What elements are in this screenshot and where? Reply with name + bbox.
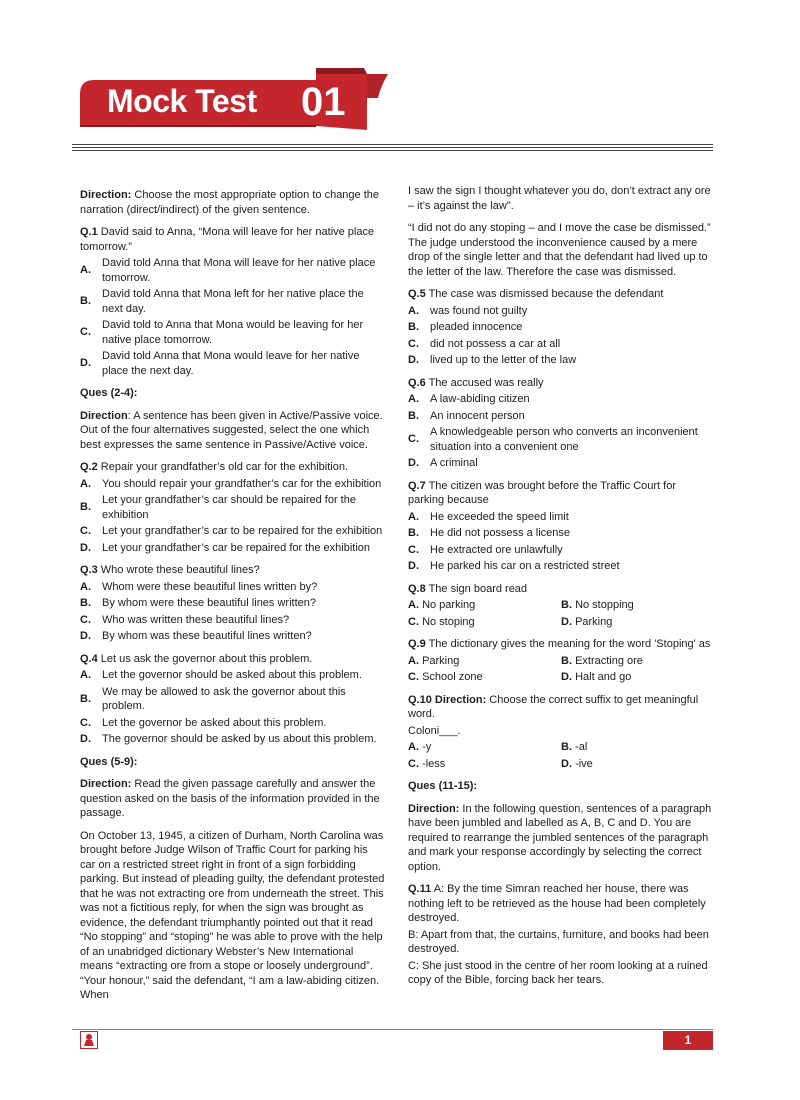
question-11-part-c: C: She just stood in the centre of her room looking at a ruined copy of the Bible, forcing back her tears. bbox=[408, 959, 708, 986]
q1-option-b[interactable]: B. David told Anna that Mona left for her native place the next day. bbox=[80, 288, 364, 315]
q3-option-a[interactable]: A. Whom were these beautiful lines written by? bbox=[80, 580, 318, 593]
q5-option-a[interactable]: A. was found not guilty bbox=[408, 304, 528, 317]
question-11-part-a: Q.11 A: By the time Simran reached her house, there was nothing left to be retrieved as the house had been completely destroyed. bbox=[408, 883, 706, 924]
q5-option-d[interactable]: D. lived up to the letter of the law bbox=[408, 354, 577, 366]
q6-option-d[interactable]: D. A criminal bbox=[408, 457, 478, 469]
q3-option-d[interactable]: D. By whom was these beautiful lines written? bbox=[80, 630, 312, 642]
q10-stem: Coloni___. bbox=[408, 724, 461, 737]
direction-voice: Direction: A sentence has been given in Active/Passive voice. Out of the four alternatives suggested, select the one which best expresses the same sentence in Passive/Active voice. bbox=[80, 409, 383, 451]
q7-option-d[interactable]: D. He parked his car on a restricted street bbox=[408, 560, 620, 572]
q9-option-c[interactable]: C. School zone bbox=[408, 671, 483, 683]
q2-option-b[interactable]: B. Let your grandfather’s car should be repaired for the exhibition bbox=[80, 494, 356, 521]
q1-option-a[interactable]: A. David told Anna that Mona will leave for her native place tomorrow. bbox=[80, 257, 376, 284]
q9-option-b[interactable]: B. Extracting ore bbox=[561, 654, 643, 667]
page-title: Mock Test bbox=[107, 83, 257, 119]
section-label-2-4: Ques (2-4): bbox=[80, 387, 138, 399]
q10-option-b[interactable]: B. -al bbox=[561, 741, 588, 753]
q2-option-a[interactable]: A. You should repair your grandfather’s car for the exhibition bbox=[80, 477, 382, 490]
section-label-5-9: Ques (5-9): bbox=[80, 755, 138, 768]
question-11-part-b: B: Apart from that, the curtains, furniture, and books had been destroyed. bbox=[408, 928, 709, 955]
q6-option-b[interactable]: B. An innocent person bbox=[408, 409, 525, 422]
q4-option-b[interactable]: B. We may be allowed to ask the governor about this problem. bbox=[80, 685, 346, 712]
direction-narration: Direction: Choose the most appropriate option to change the narration (direct/indirect) of the given sentence. bbox=[80, 189, 380, 216]
q4-option-c[interactable]: C. Let the governor be asked about this problem. bbox=[80, 716, 327, 729]
header-rule-3 bbox=[72, 150, 713, 151]
q8-option-b[interactable]: B. No stopping bbox=[561, 599, 634, 611]
q9-option-d[interactable]: D. Halt and go bbox=[561, 671, 632, 683]
q8-option-d[interactable]: D. Parking bbox=[561, 615, 613, 628]
question-7: Q.7 The citizen was brought before the Traffic Court for parking because bbox=[408, 479, 677, 506]
right-column bbox=[408, 184, 714, 996]
q8-option-c[interactable]: C. No stoping bbox=[408, 615, 475, 628]
q2-option-d[interactable]: D. Let your grandfather’s car be repaired for the exhibition bbox=[80, 541, 371, 554]
question-3: Q.3 Who wrote these beautiful lines? bbox=[80, 564, 260, 576]
q3-option-b[interactable]: B. By whom were these beautiful lines written? bbox=[80, 597, 316, 609]
brand-logo-icon bbox=[80, 1031, 98, 1049]
header-rule-2 bbox=[72, 147, 713, 148]
left-column bbox=[80, 188, 386, 1011]
q1-option-c[interactable]: C. David told to Anna that Mona would be leaving for her native place tomorrow. bbox=[80, 319, 364, 346]
passage-paragraph-1: On October 13, 1945, a citizen of Durham, North Carolina was brought before Judge Wilson of Traffic Court for parking his car on a restricted street right in front of a sign forbidding parking. But instead of pleading guilty, the defendant protested that he was not extracting ore from underneath the street. This was not a fictitious reply, for when the sign was brought as evidence, the defendant triumphantly pointed out that it read “No stopping” and “stoping” he was able to prove with the help of an unabridged dictionary Webster’s New International means “extracting ore from a stope or loosely underground”. “Your honour,” said the defendant, “I am a law-abiding citizen. When bbox=[80, 829, 385, 1001]
q7-option-b[interactable]: B. He did not possess a license bbox=[408, 527, 571, 539]
q9-option-a[interactable]: A. Parking bbox=[408, 654, 460, 667]
question-8: Q.8 The sign board read bbox=[408, 582, 528, 595]
section-label-11-15: Ques (11-15): bbox=[408, 780, 478, 792]
q5-option-b[interactable]: B. pleaded innocence bbox=[408, 321, 523, 333]
q4-option-d[interactable]: D. The governor should be asked by us about this problem. bbox=[80, 733, 377, 745]
q5-option-c[interactable]: C. did not possess a car at all bbox=[408, 337, 561, 350]
q8-option-a[interactable]: A. No parking bbox=[408, 599, 476, 611]
question-1: Q.1 David said to Anna, “Mona will leave for her native place tomorrow.” bbox=[80, 226, 375, 253]
page-number: 1 bbox=[663, 1031, 713, 1050]
q1-option-d[interactable]: D. David told Anna that Mona would leave for her native place the next day. bbox=[80, 350, 360, 377]
question-10: Q.10 Direction: Choose the correct suffix to get meaningful word. bbox=[408, 693, 699, 720]
q7-option-c[interactable]: C. He extracted ore unlawfully bbox=[408, 543, 563, 556]
question-4: Q.4 Let us ask the governor about this problem. bbox=[80, 652, 313, 665]
test-number: 01 bbox=[301, 80, 346, 124]
q10-option-d[interactable]: D. -ive bbox=[561, 757, 593, 770]
q10-option-c[interactable]: C. -less bbox=[408, 757, 446, 770]
q6-option-a[interactable]: A. A law-abiding citizen bbox=[408, 393, 530, 405]
q10-option-a[interactable]: A. -y bbox=[408, 741, 432, 753]
passage-paragraph-2: I saw the sign I thought whatever you do, don’t extract any ore – it’s against the law". bbox=[408, 185, 711, 212]
q4-option-a[interactable]: A. Let the governor should be asked about this problem. bbox=[80, 669, 362, 681]
question-5: Q.5 The case was dismissed because the defendant bbox=[408, 288, 664, 300]
passage-paragraph-3: “I did not do any stoping – and I move the case be dismissed.” The judge understood the inconvenience caused by a mere drop of the single letter and that the defendant had lived up to the letter of the law. Therefore the case was dismissed. bbox=[408, 222, 711, 278]
direction-passage: Direction: Read the given passage carefully and answer the question asked on the basis of the information provided in the passage. bbox=[80, 778, 380, 819]
q2-option-c[interactable]: C. Let your grandfather’s car to be repaired for the exhibition bbox=[80, 525, 383, 537]
question-6: Q.6 The accused was really bbox=[408, 376, 544, 389]
q3-option-c[interactable]: C. Who was written these beautiful lines? bbox=[80, 613, 290, 626]
question-2: Q.2 Repair your grandfather’s old car for the exhibition. bbox=[80, 461, 349, 473]
header-rule-1 bbox=[72, 144, 713, 145]
footer-rule bbox=[72, 1029, 713, 1030]
q6-option-c[interactable]: C. A knowledgeable person who converts an inconvenient situation into a convenient one bbox=[408, 426, 698, 453]
q7-option-a[interactable]: A. He exceeded the speed limit bbox=[408, 510, 569, 523]
direction-jumbled: Direction: In the following question, sentences of a paragraph have been jumbled and labelled as A, B, C and D. You are required to rearrange the jumbled sentences of the paragraph and mark your response accordingly by selecting the correct option. bbox=[408, 802, 712, 873]
question-9: Q.9 The dictionary gives the meaning for the word 'Stoping' as bbox=[408, 638, 711, 650]
